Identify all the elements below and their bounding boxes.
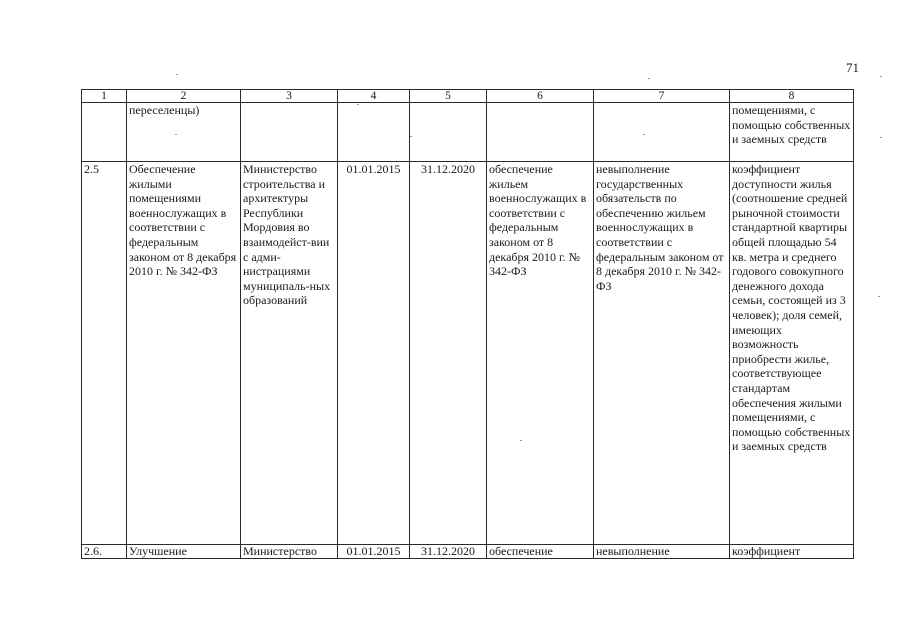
scan-speck	[176, 74, 178, 75]
start-date: 01.01.2015	[338, 162, 410, 545]
column-header: 3	[241, 90, 338, 103]
non-implementation-consequence	[594, 103, 730, 162]
expected-result	[487, 103, 594, 162]
non-implementation-consequence: невыполнение	[594, 545, 730, 559]
expected-result: обеспечение жильем военнослужащих в соответствии с федеральным законом от 8 декабря 2010 г. № 342-ФЗ	[487, 162, 594, 545]
item-number: 2.5	[82, 162, 127, 545]
item-number: 2.6.	[82, 545, 127, 559]
column-header: 2	[127, 90, 241, 103]
indicator: коэффициент	[730, 545, 854, 559]
expected-result: обеспечение	[487, 545, 594, 559]
responsible-executor: Министерство строительства и архитектуры Республики Мордовия во взаимодейст-вии с адми-нистрациями муниципаль-ных образований	[241, 162, 338, 545]
indicator: коэффициент доступности жилья (соотношение средней рыночной стоимости стандартной квартиры общей площадью 54 кв. метра и среднего годового совокупного денежного дохода семьи, состоящей из 3 человек); доля семей, имеющих возможность приобрести жилье, соответствующее стандартам обеспечения жилыми помещениями, с помощью собственных и заемных средств	[730, 162, 854, 545]
end-date: 31.12.2020	[410, 545, 487, 559]
start-date: 01.01.2015	[338, 545, 410, 559]
scan-speck	[878, 296, 880, 297]
scan-speck	[880, 76, 882, 77]
table-header-row	[82, 90, 854, 103]
end-date	[410, 103, 487, 162]
measure-name: переселенцы)	[127, 103, 241, 162]
indicator: помещениями, с помощью собственных и заемных средств	[730, 103, 854, 162]
scan-speck	[410, 136, 412, 137]
start-date	[338, 103, 410, 162]
column-header: 1	[82, 90, 127, 103]
column-header: 5	[410, 90, 487, 103]
table-row	[82, 545, 854, 559]
scan-speck	[648, 78, 650, 79]
scan-speck	[175, 134, 177, 135]
scan-speck	[520, 440, 522, 441]
non-implementation-consequence: невыполнение государственных обязательств по обеспечению жильем военнослужащих в соответствии с федеральным законом от 8 декабря 2010 г. № 342-ФЗ	[594, 162, 730, 545]
responsible-executor	[241, 103, 338, 162]
measure-name: Обеспечение жилыми помещениями военнослужащих в соответствии с федеральным законом от 8 декабря 2010 г. № 342-ФЗ	[127, 162, 241, 545]
measure-name: Улучшение	[127, 545, 241, 559]
item-number	[82, 103, 127, 162]
column-header: 4	[338, 90, 410, 103]
scan-speck	[357, 104, 359, 105]
page-number: 71	[846, 60, 859, 75]
scan-speck	[880, 137, 882, 138]
table-row	[82, 103, 854, 162]
table-row	[82, 162, 854, 545]
column-header: 6	[487, 90, 594, 103]
column-header: 7	[594, 90, 730, 103]
responsible-executor: Министерство	[241, 545, 338, 559]
measures-table	[81, 89, 854, 559]
column-header: 8	[730, 90, 854, 103]
end-date: 31.12.2020	[410, 162, 487, 545]
scan-speck	[643, 134, 645, 135]
